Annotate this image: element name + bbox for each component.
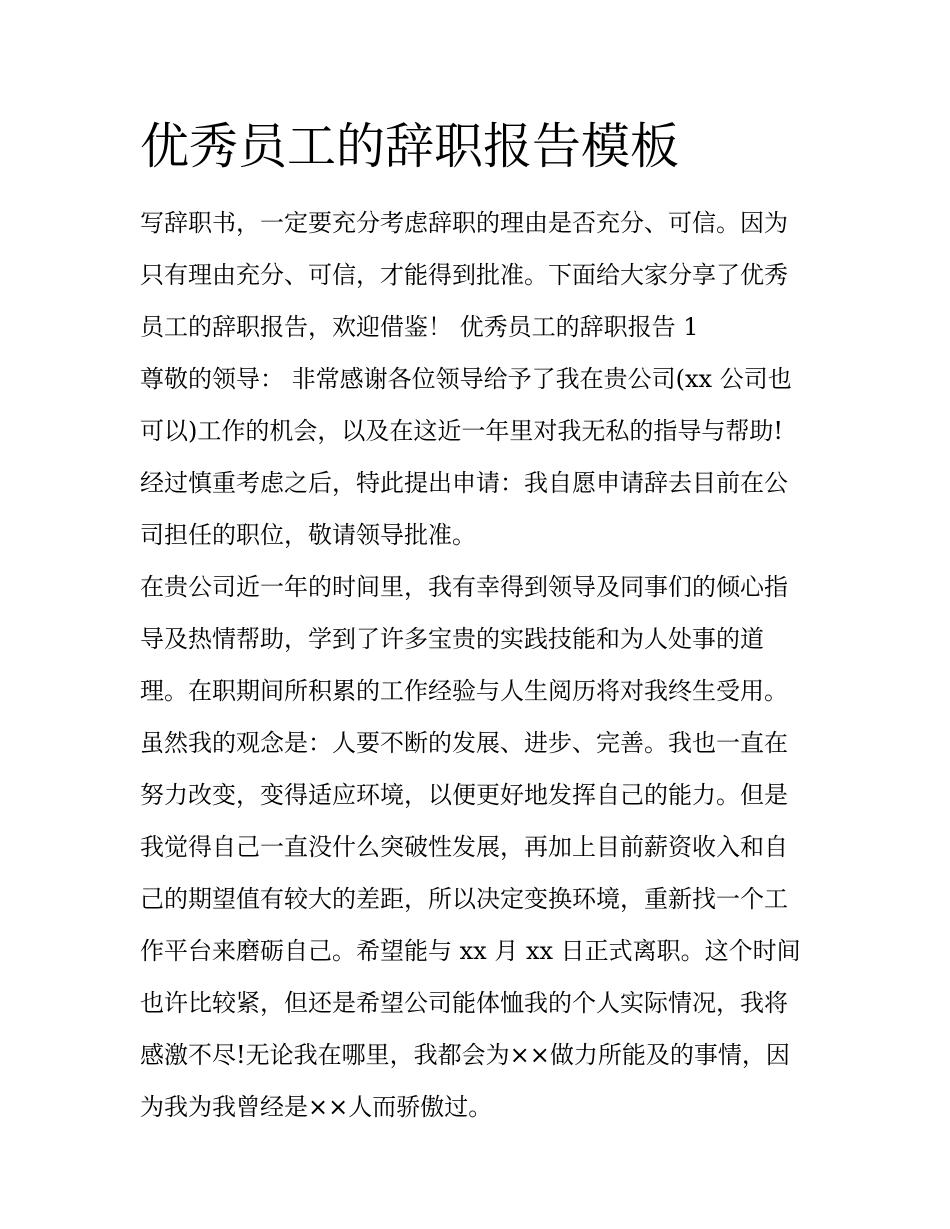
body-line: 也许比较紧，但还是希望公司能体恤我的个人实际情况，我将 [140,989,788,1017]
body-line: 经过慎重考虑之后，特此提出申请：我自愿申请辞去目前在公 [140,469,788,497]
body-line: 我觉得自己一直没什么突破性发展，再加上目前薪资收入和自 [140,833,788,861]
body-line: 理。在职期间所积累的工作经验与人生阅历将对我终生受用。 [140,677,788,705]
document-body [140,197,820,1133]
body-line: 司担任的职位，敬请领导批准。 [140,521,476,549]
body-line: 感激不尽!无论我在哪里，我都会为××做力所能及的事情，因 [140,1041,790,1069]
body-line: 为我为我曾经是××人而骄傲过。 [140,1093,493,1121]
body-line: 虽然我的观念是：人要不断的发展、进步、完善。我也一直在 [140,729,788,757]
body-line: 努力改变，变得适应环境，以便更好地发挥自己的能力。但是 [140,781,788,809]
body-line: 员工的辞职报告，欢迎借鉴！ 优秀员工的辞职报告 1 [140,313,699,341]
body-line: 作平台来磨砺自己。希望能与 xx 月 xx 日正式离职。这个时间 [140,937,801,965]
body-line: 尊敬的领导： 非常感谢各位领导给予了我在贵公司(xx 公司也 [140,365,792,393]
body-line: 导及热情帮助，学到了许多宝贵的实践技能和为人处事的道 [140,625,764,653]
body-line: 可以)工作的机会，以及在这近一年里对我无私的指导与帮助! [140,417,784,445]
document-title: 优秀员工的辞职报告模板 [140,118,680,175]
body-line: 只有理由充分、可信，才能得到批准。下面给大家分享了优秀 [140,261,788,289]
body-line: 在贵公司近一年的时间里，我有幸得到领导及同事们的倾心指 [140,573,788,601]
body-line: 写辞职书，一定要充分考虑辞职的理由是否充分、可信。因为 [140,209,788,237]
body-line: 己的期望值有较大的差距，所以决定变换环境，重新找一个工 [140,885,788,913]
